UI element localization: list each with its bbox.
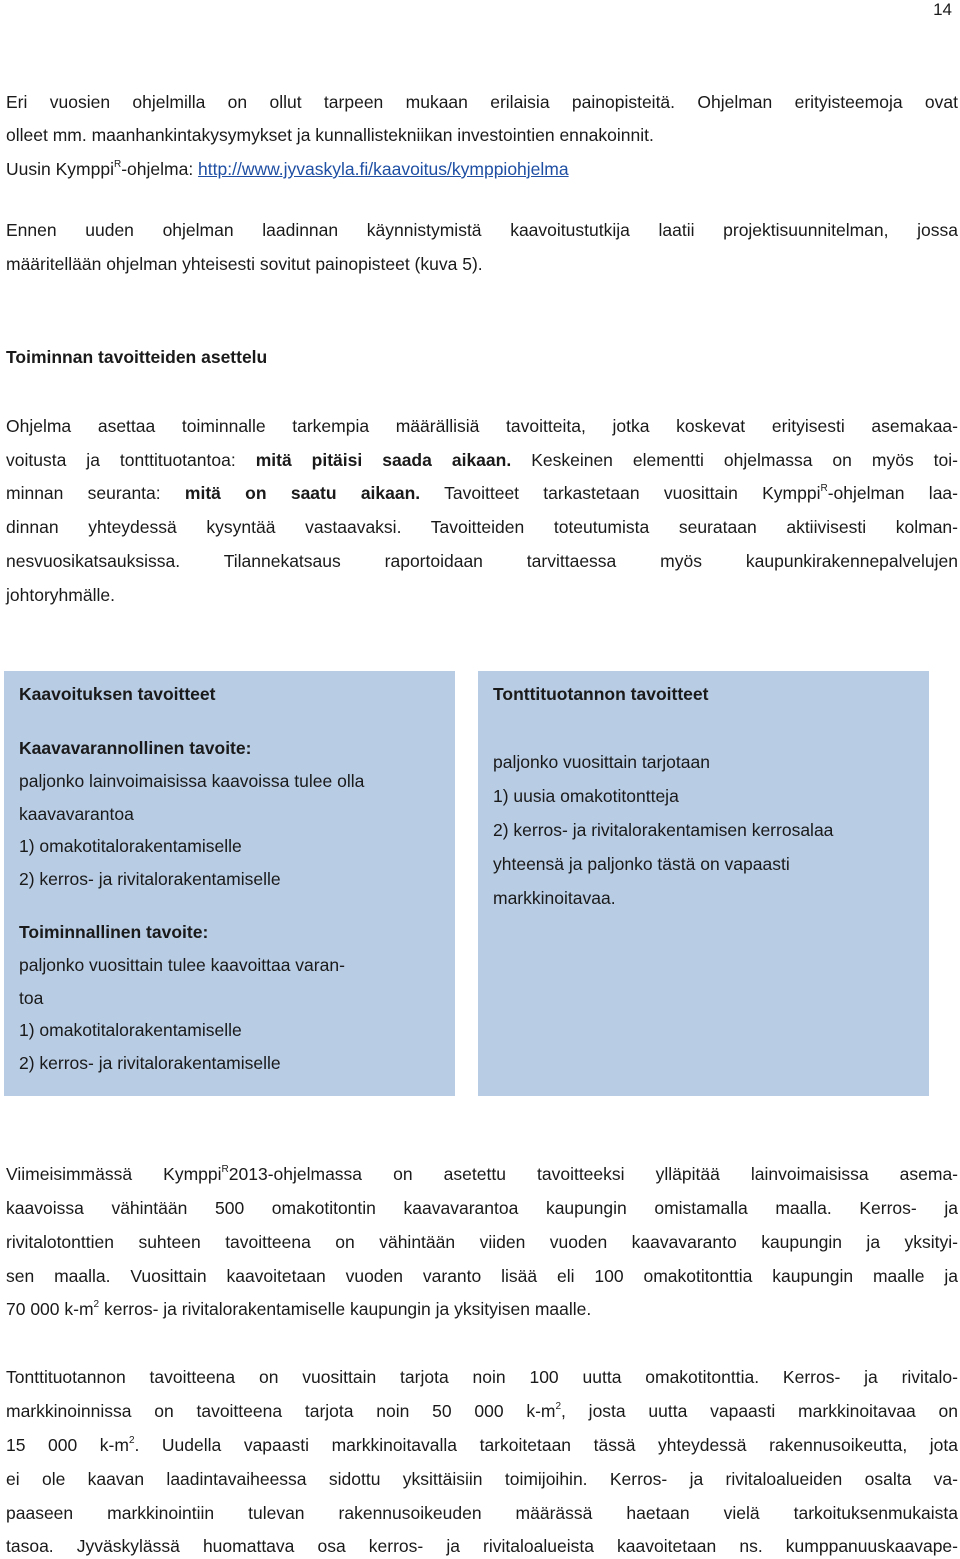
section-text: -ohjelman laa- <box>827 483 958 503</box>
box-left-line: 1) omakotitalorakentamiselle <box>19 836 242 856</box>
box-left-line: 1) omakotitalorakentamiselle <box>19 1020 242 1040</box>
section-text: voitusta ja tonttituotantoa: <box>6 450 256 470</box>
intro-line-2: olleet mm. maanhankintakysymykset ja kunnallistekniikan investointien ennakoinnit. <box>6 125 654 145</box>
kaavoitus-goals-box <box>4 671 455 1096</box>
para3-line-4: sen maalla. Vuosittain kaavoitetaan vuoden varanto lisää eli 100 omakotitonttia kaupungin maalle ja <box>6 1266 958 1286</box>
para3-text: 2013-ohjelmassa on asetettu tavoitteeksi ylläpitää lainvoimaisissa asema- <box>228 1164 959 1184</box>
para3-text: kerros- ja rivitalorakentamiselle kaupungin ja yksityisen maalle. <box>99 1299 592 1319</box>
para3-line-1 <box>6 1163 958 1185</box>
section-line-2 <box>6 449 958 471</box>
para4-line-5: paaseen markkinointiin tulevan rakennusoikeuden määrässä haetaan vielä tarkoituksenmukaista <box>6 1503 958 1523</box>
box-left-line: paljonko lainvoimaisissa kaavoissa tulee olla <box>19 771 365 791</box>
para4-text: markkinoinnissa on tavoitteena tarjota noin 50 000 k-m <box>6 1401 556 1421</box>
superscript-2: 2 <box>128 1435 135 1446</box>
para3-text: 70 000 k-m <box>6 1299 94 1319</box>
para4-line-4: ei ole kaavan laadintavaiheessa sidottu yksittäisiin toimijoihin. Kerros- ja rivitaloalueiden osalta va- <box>6 1469 958 1489</box>
box-left-sub1: Kaavavarannollinen tavoite: <box>19 738 252 758</box>
para2-line-1: Ennen uuden ohjelman laadinnan käynnistymistä kaavoitustutkija laatii projektisuunnitelman, jossa <box>6 220 958 240</box>
box-left-line: paljonko vuosittain tulee kaavoittaa varan- <box>19 955 345 975</box>
box-right-line: markkinoitavaa. <box>493 888 616 908</box>
box-right-line: paljonko vuosittain tarjotaan <box>493 752 710 772</box>
para2-line-2: määritellään ohjelman yhteisesti sovitut painopisteet (kuva 5). <box>6 254 483 274</box>
registered-mark: R <box>820 483 828 494</box>
para4-line-2 <box>6 1400 958 1422</box>
intro-line-3 <box>6 158 958 180</box>
box-right-line: 2) kerros- ja rivitalorakentamisen kerrosalaa <box>493 820 834 840</box>
para4-text: . Uudella vapaasti markkinoitavalla tarkoitetaan tässä yhteydessä rakennusoikeutta, jota <box>134 1435 958 1455</box>
para3-text: Viimeisimmässä Kymppi <box>6 1164 222 1184</box>
intro-kymppi: Uusin Kymppi <box>6 159 114 179</box>
para3-line-3: rivitalotonttien suhteen tavoitteena on vähintään viiden vuoden kaavavaranto kaupungin ja yksityi- <box>6 1232 958 1252</box>
para4-text: 15 000 k-m <box>6 1435 129 1455</box>
registered-mark: R <box>221 1164 229 1175</box>
section-bold: mitä pitäisi saada aikaan. <box>255 450 512 470</box>
superscript-2: 2 <box>555 1401 562 1412</box>
box-left-line: kaavavarantoa <box>19 804 134 824</box>
box-left-line: 2) kerros- ja rivitalorakentamiselle <box>19 1053 281 1073</box>
box-left-line: 2) kerros- ja rivitalorakentamiselle <box>19 869 281 889</box>
section-line-6: johtoryhmälle. <box>6 585 115 605</box>
section-heading: Toiminnan tavoitteiden asettelu <box>6 347 268 367</box>
intro-line-1: Eri vuosien ohjelmilla on ollut tarpeen mukaan erilaisia painopisteitä. Ohjelman erityisteemoja ovat <box>6 92 958 112</box>
page-number: 14 <box>933 0 952 19</box>
para3-line-2: kaavoissa vähintään 500 omakotitontin kaavavarantoa kaupungin omistamalla maalla. Kerros- ja <box>6 1198 958 1218</box>
box-right-line: yhteensä ja paljonko tästä on vapaasti <box>493 854 790 874</box>
section-text: minnan seuranta: <box>6 483 185 503</box>
para3-line-5 <box>6 1298 958 1320</box>
registered-mark: R <box>113 159 122 170</box>
box-left-line: toa <box>19 988 44 1008</box>
para4-text: , josta uutta vapaasti markkinoitavaa on <box>561 1401 958 1421</box>
para4-line-1: Tonttituotannon tavoitteena on vuosittain tarjota noin 100 uutta omakotitonttia. Kerros- ja rivitalo- <box>6 1367 958 1387</box>
para4-line-6: tasoa. Jyväskylässä huomattava osa kerros- ja rivitaloalueista kaavoitetaan ns. kumppanuuskaavape- <box>6 1536 958 1556</box>
section-text: Tavoitteet tarkastetaan vuosittain Kymppi <box>420 483 821 503</box>
kymppiohjelma-link[interactable]: http://www.jyvaskyla.fi/kaavoitus/kymppiohjelma <box>198 159 569 179</box>
box-left-title: Kaavoituksen tavoitteet <box>19 684 216 704</box>
section-bold: mitä on saatu aikaan. <box>184 483 421 503</box>
section-line-3 <box>6 482 958 504</box>
section-line-5: nesvuosikatsauksissa. Tilannekatsaus raportoidaan tarvittaessa myös kaupunkirakennepalvelujen <box>6 551 958 571</box>
section-line-4: dinnan yhteydessä kysyntää vastaavaksi. Tavoitteiden toteutumista seurataan aktiivisesti kolman- <box>6 517 958 537</box>
section-line-1: Ohjelma asettaa toiminnalle tarkempia määrällisiä tavoitteita, jotka koskevat erityisesti asemakaa- <box>6 416 958 436</box>
para4-line-3 <box>6 1434 958 1456</box>
intro-ohjelma: -ohjelma: <box>121 159 199 179</box>
superscript-2: 2 <box>93 1299 100 1310</box>
box-right-line: 1) uusia omakotitontteja <box>493 786 679 806</box>
tonttituotanto-goals-box <box>478 671 929 1096</box>
box-right-title: Tonttituotannon tavoitteet <box>493 684 709 704</box>
box-left-sub2: Toiminnallinen tavoite: <box>19 922 209 942</box>
section-text: Keskeinen elementti ohjelmassa on myös toi- <box>511 450 958 470</box>
